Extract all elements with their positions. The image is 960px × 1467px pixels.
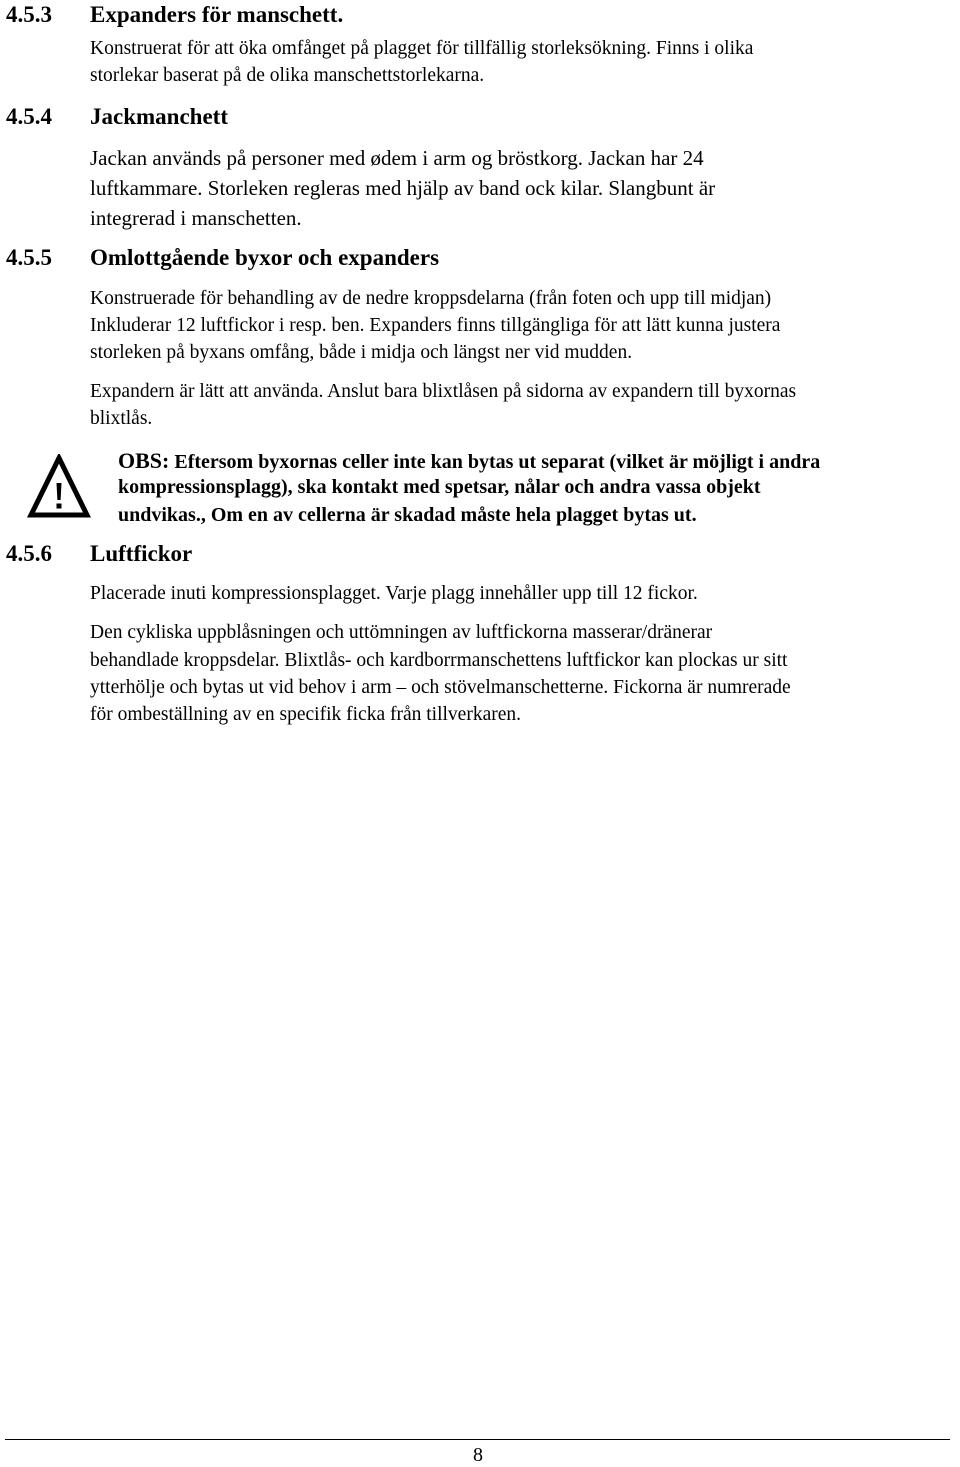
section-4-5-3-number: 4.5.3 xyxy=(6,2,52,27)
section-4-5-6-para2-line-1: Den cykliska uppblåsningen och uttömningen av luftfickorna masserar/dränerar xyxy=(90,622,713,643)
warning-line-2: kompressionsplagg), ska kontakt med spetsar, nålar och andra vassa objekt xyxy=(118,476,761,498)
section-4-5-4-line-3: integrerad i manschetten. xyxy=(90,206,302,230)
page-number: 8 xyxy=(473,1444,483,1466)
section-4-5-4-title: Jackmanchett xyxy=(90,104,228,129)
warning-line-3: undvikas., Om en av cellerna är skadad måste hela plagget bytas ut. xyxy=(118,504,697,526)
section-4-5-6-number: 4.5.6 xyxy=(6,541,52,566)
section-4-5-4-number: 4.5.4 xyxy=(6,104,52,129)
warning-triangle-icon xyxy=(27,454,91,520)
section-4-5-5-number: 4.5.5 xyxy=(6,245,52,270)
warning-line-1-text: Eftersom byxornas celler inte kan bytas ut separat (vilket är möjligt i andra xyxy=(169,451,821,473)
section-4-5-5-para1-line-3: storleken på byxans omfång, både i midja och längst ner vid mudden. xyxy=(90,342,633,363)
section-4-5-6-para2-line-2: behandlade kroppsdelar. Blixtlås- och kardborrmanschettens luftfickor kan plockas ur sitt xyxy=(90,650,788,671)
warning-lead: OBS: xyxy=(118,448,170,473)
section-4-5-5-para1-line-1: Konstruerade för behandling av de nedre kroppsdelarna (från foten och upp till midjan) xyxy=(90,288,772,309)
section-4-5-3-line-2: storlekar baserat på de olika manschettstorlekarna. xyxy=(90,65,485,86)
warning-line-1 xyxy=(118,447,820,477)
section-4-5-6-para1-line-1: Placerade inuti kompressionsplagget. Varje plagg innehåller upp till 12 fickor. xyxy=(90,583,698,604)
section-4-5-4-line-1: Jackan används på personer med ødem i arm og bröstkorg. Jackan har 24 xyxy=(90,146,704,170)
section-4-5-5-title: Omlottgående byxor och expanders xyxy=(90,245,440,270)
section-4-5-5-para2-line-1: Expandern är lätt att använda. Anslut bara blixtlåsen på sidorna av expandern till byxornas xyxy=(90,381,797,402)
section-4-5-3-title: Expanders för manschett. xyxy=(90,2,344,27)
section-4-5-4-line-2: luftkammare. Storleken regleras med hjälp av band ock kilar. Slangbunt är xyxy=(90,176,716,200)
section-4-5-5-para2-line-2: blixtlås. xyxy=(90,408,153,429)
section-4-5-6-para2-line-3: ytterhölje och bytas ut vid behov i arm – och stövelmanschetterne. Fickorna är numrerade xyxy=(90,677,791,698)
section-4-5-5-para1-line-2: Inkluderar 12 luftfickor i resp. ben. Expanders finns tillgängliga för att lätt kunna justera xyxy=(90,315,781,336)
section-4-5-6-title: Luftfickor xyxy=(90,541,193,566)
section-4-5-3-line-1: Konstruerat för att öka omfånget på plagget för tillfällig storleksökning. Finns i olika xyxy=(90,38,754,59)
section-4-5-6-para2-line-4: för ombeställning av en specifik ficka från tillverkaren. xyxy=(90,704,521,725)
footer-divider xyxy=(5,1439,950,1440)
